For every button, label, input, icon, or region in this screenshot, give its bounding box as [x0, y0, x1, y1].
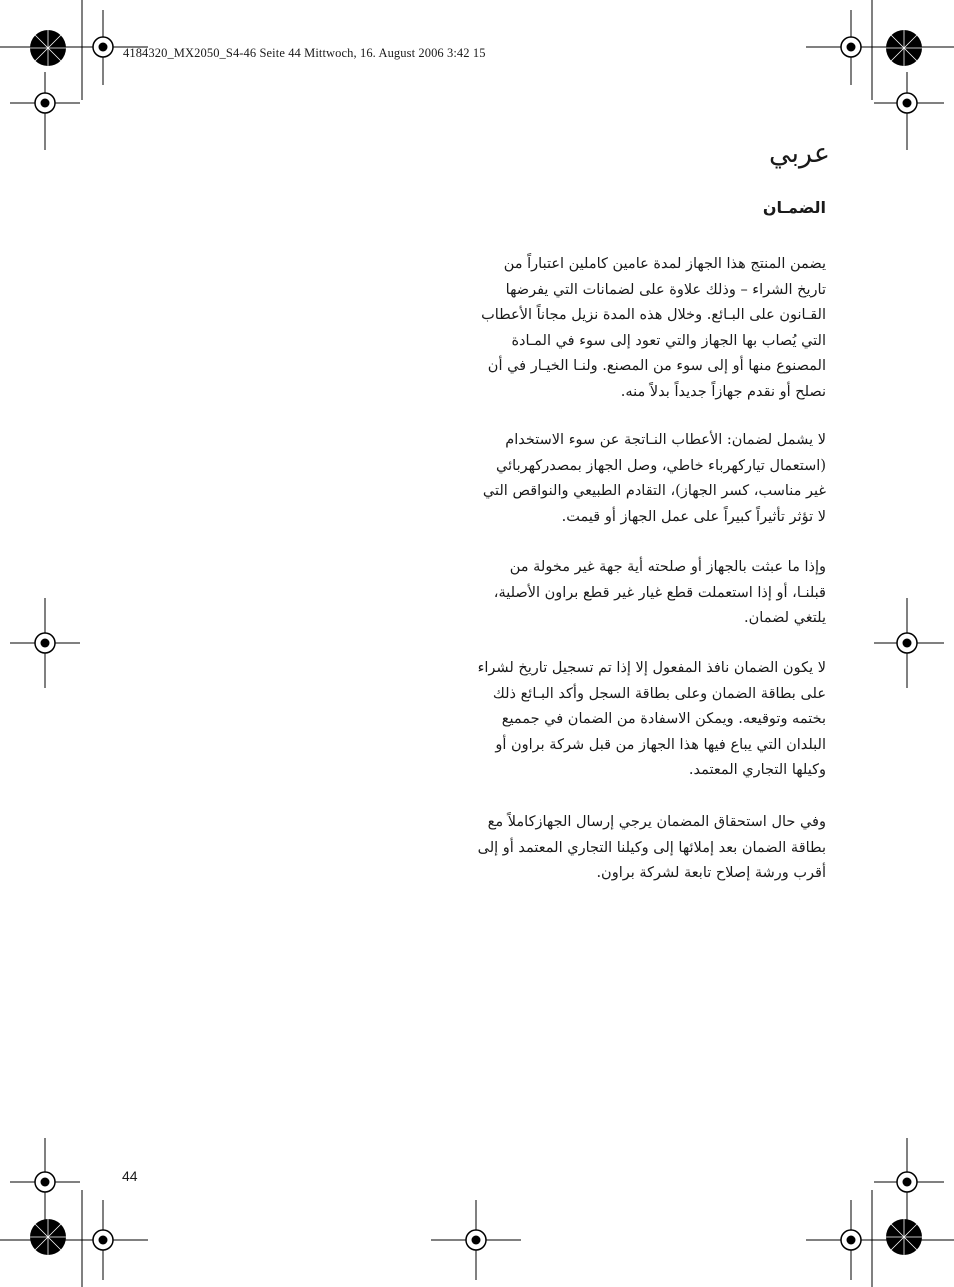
paragraph-exclusions — [476, 428, 826, 530]
paragraph-claim — [476, 810, 826, 887]
section-title: الضمـان — [762, 198, 826, 217]
paragraph-text: لا يكون الضمان نافذ المفعول إلا إذا تم تسجيل تاريخ لشراء على بطاقة الضمان وعلى بطاقة السجل وأكد البـائع ذلك بختمه وتوقيعه. ويمكن الاسفادة من الضمان في جمميع البلدان التي يباع فيها هذا الجهاز من قبل شركة براون أو وكيلها التجاري المعتمد. — [477, 660, 826, 778]
print-slug: 4184320_MX2050_S4-46 Seite 44 Mittwoch, 16. August 2006 3:42 15 — [123, 46, 486, 60]
paragraph-validity — [476, 656, 826, 784]
paragraph-text: يضمن المنتج هذا الجهاز لمدة عامين كاملين اعتباراً من تاريخ الشراء – وذلك علاوة على لضمانات التي يفرضها القـانون على البـائع. وخلال هذه المدة نزيل مجاناً الأعطاب التي يُصاب بها الجهاز والتي تعود إلى سوء في المـادة المصنوع منها أو إلى سوء من المصنع. ولنـا الخيـار في أن نصلح أو نقدم جهازاً جديداً بدلاً منه. — [481, 256, 826, 400]
paragraph-text: وإذا ما عبثت بالجهاز أو صلحته أية جهة غير مخولة من قبلنـا، أو إذا استعملت قطع غيار غير قطع براون الأصلية، يلتغي لضمان. — [493, 559, 826, 626]
language-title: عربي — [768, 138, 830, 169]
paragraph-unauthorized-repair — [476, 555, 826, 632]
paragraph-text: لا يشمل لضمان: الأعطاب النـاتجة عن سوء الاستخدام (استعمال تياركهرباء خاطي، وصل الجهاز بمصدركهربائي غير مناسب، كسر الجهاز)، التقادم الطبيعي والنواقص التي لا تؤثر تأثيراً كبيراً على عمل الجهاز أو قيمت. — [482, 432, 826, 525]
page-number: 44 — [122, 1168, 138, 1184]
paragraph-warranty-terms — [476, 252, 826, 405]
paragraph-text: وفي حال استحقاق المضمان يرجي إرسال الجهازكاملاً مع بطاقة الضمان بعد إملائها إلى وكيلنا التجاري المعتمد أو إلى أقرب ورشة إصلاح تابعة لشركة براون. — [477, 814, 826, 881]
